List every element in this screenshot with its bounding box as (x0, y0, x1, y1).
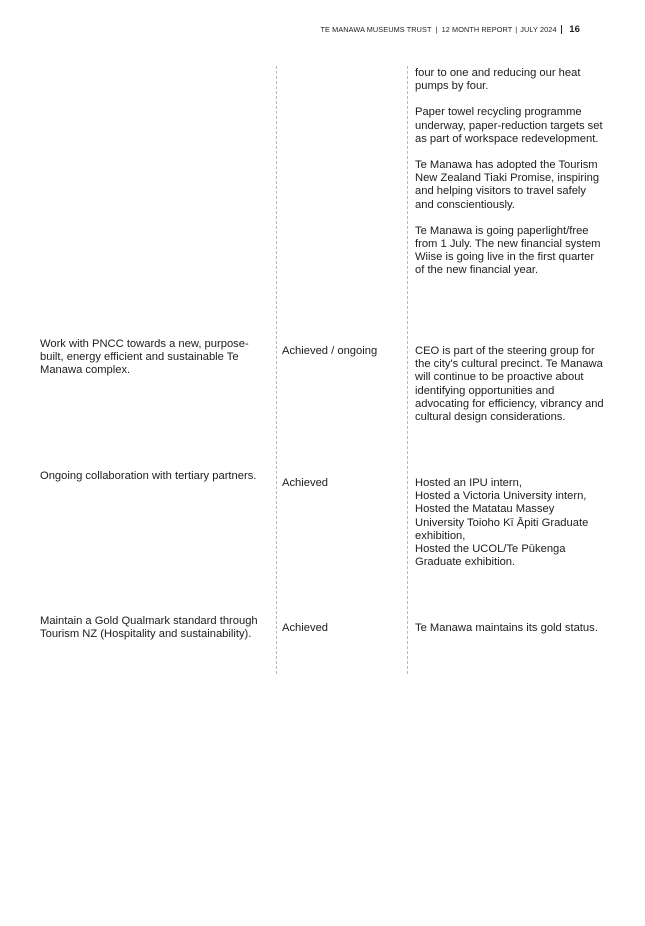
header-report: 12 MONTH REPORT (441, 25, 513, 34)
row-comment: CEO is part of the steering group for the city's cultural precinct. Te Manawa will continue to be proactive about identifying opportunities and advocating for efficiency, vibrancy and cultural design considerations. (415, 345, 604, 424)
comment-line: Hosted a Victoria University intern, (415, 490, 587, 503)
header-date: JULY 2024 (520, 25, 557, 34)
column-divider-1 (276, 66, 277, 674)
comment-paragraph: Te Manawa is going paperlight/free from 1 July. The new financial system Wiise is going live in the first quarter of the new financial year. (415, 224, 601, 277)
row-comment (415, 477, 605, 569)
comment-line: Hosted an IPU intern, (415, 477, 522, 489)
row-goal: Maintain a Gold Qualmark standard through Tourism NZ (Hospitality and sustainability). (40, 615, 258, 641)
comment-paragraph: four to one and reducing our heat pumps by four. (415, 67, 581, 93)
comment-paragraph: Paper towel recycling programme underway, paper-reduction targets set as part of workspace redevelopment. (415, 106, 603, 145)
continued-comments (415, 67, 605, 291)
row-status: Achieved (282, 477, 329, 489)
header-divider (561, 25, 563, 34)
page-header: TE MANAWA MUSEUMS TRUST | 12 MONTH REPORT | JULY 2024 16 (320, 24, 580, 35)
row-goal: Work with PNCC towards a new, purpose-built, energy efficient and sustainable Te Manawa complex. (40, 338, 249, 377)
column-divider-2 (407, 66, 408, 674)
header-org: TE MANAWA MUSEUMS TRUST (320, 25, 432, 34)
row-goal: Ongoing collaboration with tertiary partners. (40, 470, 257, 482)
row-comment: Te Manawa maintains its gold status. (415, 622, 598, 634)
page-number: 16 (569, 24, 580, 35)
comment-line: Hosted the Matatau Massey University Toioho Kī Āpiti Graduate exhibition, (415, 503, 589, 542)
row-status: Achieved / ongoing (282, 345, 378, 357)
row-status: Achieved (282, 622, 329, 634)
comment-line: Hosted the UCOL/Te Pūkenga Graduate exhibition. (415, 543, 566, 569)
comment-paragraph: Te Manawa has adopted the Tourism New Zealand Tiaki Promise, inspiring and helping visitors to travel safely and conscientiously. (415, 159, 600, 211)
